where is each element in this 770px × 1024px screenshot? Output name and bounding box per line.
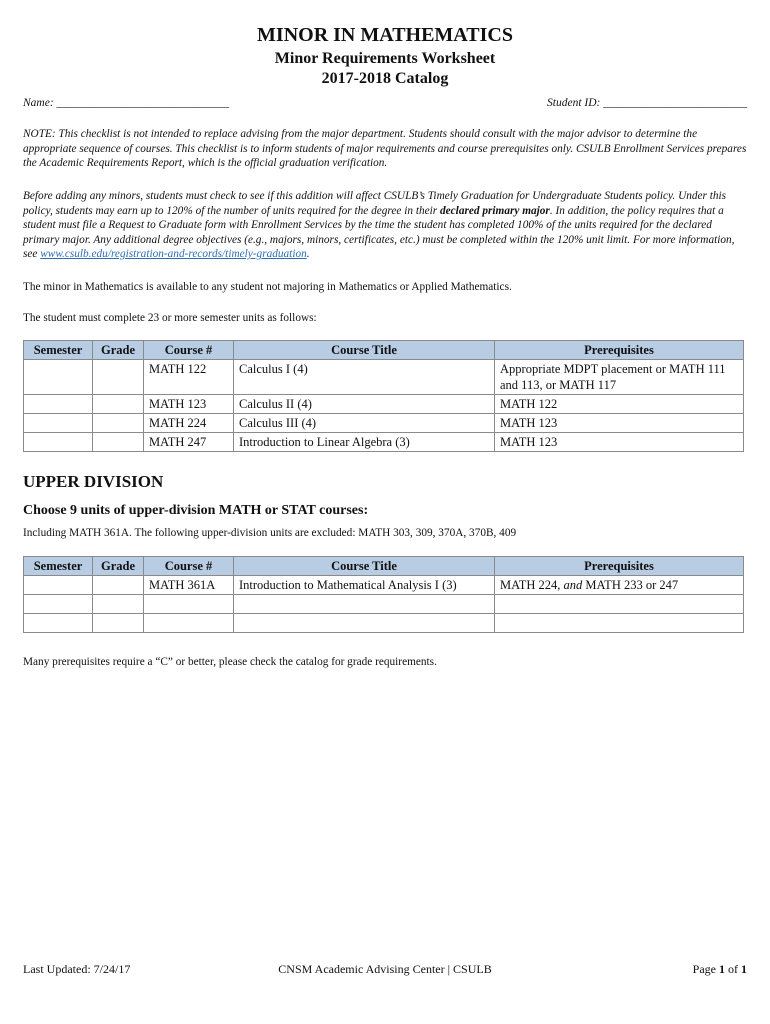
timely-graduation-link[interactable]: www.csulb.edu/registration-and-records/timely-graduation [40,248,307,260]
grade-cell[interactable] [93,595,144,614]
lower-division-table [23,340,744,452]
note-paragraph: NOTE: This checklist is not intended to replace advising from the major department. Students should consult with the major advisor to determine the appropriate sequence of courses. This checklist is to inform students of major requirements and course prerequisites only. CSULB Enrollment Services prepares the Academic Requirements Report, which is the official graduation verification. [23,128,747,169]
page-title: MINOR IN MATHEMATICS [257,24,513,46]
prerequisites-cell[interactable] [495,614,744,633]
col-prerequisites: Prerequisites [495,557,744,576]
course-number: MATH 247 [144,433,234,452]
course-number: MATH 122 [144,360,234,395]
semester-cell[interactable] [24,576,93,595]
col-semester: Semester [24,341,93,360]
table-row [24,433,744,452]
prerequisites-cell[interactable] [495,595,744,614]
course-number-cell[interactable] [144,595,234,614]
page-current: 1 [719,962,725,976]
grade-cell[interactable] [93,414,144,433]
semester-cell[interactable] [24,360,93,395]
table-row [24,395,744,414]
course-number: MATH 224 [144,414,234,433]
prereq-and: and [563,578,583,592]
page-total: 1 [741,962,747,976]
course-number-cell[interactable] [144,614,234,633]
col-course-title: Course Title [234,557,495,576]
prereq-text-1: MATH 224, [500,578,564,592]
catalog-year: 2017-2018 Catalog [321,70,449,87]
col-grade: Grade [93,341,144,360]
semester-cell[interactable] [24,395,93,414]
timely-text-end: . [306,248,310,260]
course-title: Calculus I (4) [234,360,495,395]
upper-division-subheading: Choose 9 units of upper-division MATH or STAT courses: [23,503,369,518]
grade-cell[interactable] [93,360,144,395]
timely-text-2: . In addition, the policy requires that a student must file a Request to Graduate form with Enrollment Services by the time the student has completed 100% of the units required for the declared primary major. Any additional degree objectives (e.g., majors, minors, certificates, etc.) must be completed within the 120% unit limit. For more information, see [23,204,735,260]
worksheet-page [23,0,747,1024]
table-header-row [24,341,744,360]
timely-bold-text: declared primary major [440,204,550,217]
course-title: Calculus II (4) [234,395,495,414]
name-field[interactable]: Name: ______________________________ [23,97,230,109]
grade-cell[interactable] [93,395,144,414]
semester-cell[interactable] [24,414,93,433]
footer-center: CNSM Academic Advising Center | CSULB [278,962,492,976]
prerequisites: Appropriate MDPT placement or MATH 111 and 113, or MATH 117 [495,360,744,395]
col-course-number: Course # [144,557,234,576]
course-title: Introduction to Mathematical Analysis I (3) [234,576,495,595]
prereq-text-2: MATH 233 or 247 [582,578,679,592]
grade-cell[interactable] [93,614,144,633]
col-semester: Semester [24,557,93,576]
table-row [24,614,744,633]
col-course-number: Course # [144,341,234,360]
course-title-cell[interactable] [234,595,495,614]
col-grade: Grade [93,557,144,576]
prerequisites [495,576,744,595]
course-number: MATH 361A [144,576,234,595]
grade-requirement-note: Many prerequisites require a “C” or better, please check the catalog for grade requirements. [23,656,437,668]
last-updated: Last Updated: 7/24/17 [23,962,131,976]
semester-cell[interactable] [24,595,93,614]
student-id-field[interactable]: Student ID: _________________________ [547,97,747,109]
semester-cell[interactable] [24,614,93,633]
timely-text-1: Before adding any minors, students must check to see if this addition will affect CSULB’s Timely Graduation for Undergraduate Students policy. Under this policy, students may earn up to 120% of the number of units required for the degree in their [23,190,727,217]
col-prerequisites: Prerequisites [495,341,744,360]
table-row [24,360,744,395]
units-requirement-text: The student must complete 23 or more semester units as follows: [23,312,317,324]
page-word: Page [692,962,719,976]
course-title: Calculus III (4) [234,414,495,433]
course-title-cell[interactable] [234,614,495,633]
upper-division-heading: UPPER DIVISION [23,472,164,491]
of-word: of [725,962,741,976]
page-number [693,962,747,977]
prerequisites: MATH 122 [495,395,744,414]
availability-text: The minor in Mathematics is available to any student not majoring in Mathematics or Applied Mathematics. [23,281,512,293]
table-header-row [24,557,744,576]
table-row [24,576,744,595]
grade-cell[interactable] [93,576,144,595]
course-title: Introduction to Linear Algebra (3) [234,433,495,452]
grade-cell[interactable] [93,433,144,452]
col-course-title: Course Title [234,341,495,360]
upper-division-note: Including MATH 361A. The following upper-division units are excluded: MATH 303, 309, 370A, 370B, 409 [23,527,517,539]
timely-graduation-paragraph [23,189,747,262]
prerequisites: MATH 123 [495,433,744,452]
semester-cell[interactable] [24,433,93,452]
course-number: MATH 123 [144,395,234,414]
table-row [24,595,744,614]
page-subtitle: Minor Requirements Worksheet [274,50,496,67]
prerequisites: MATH 123 [495,414,744,433]
upper-division-table [23,556,744,633]
table-row [24,414,744,433]
